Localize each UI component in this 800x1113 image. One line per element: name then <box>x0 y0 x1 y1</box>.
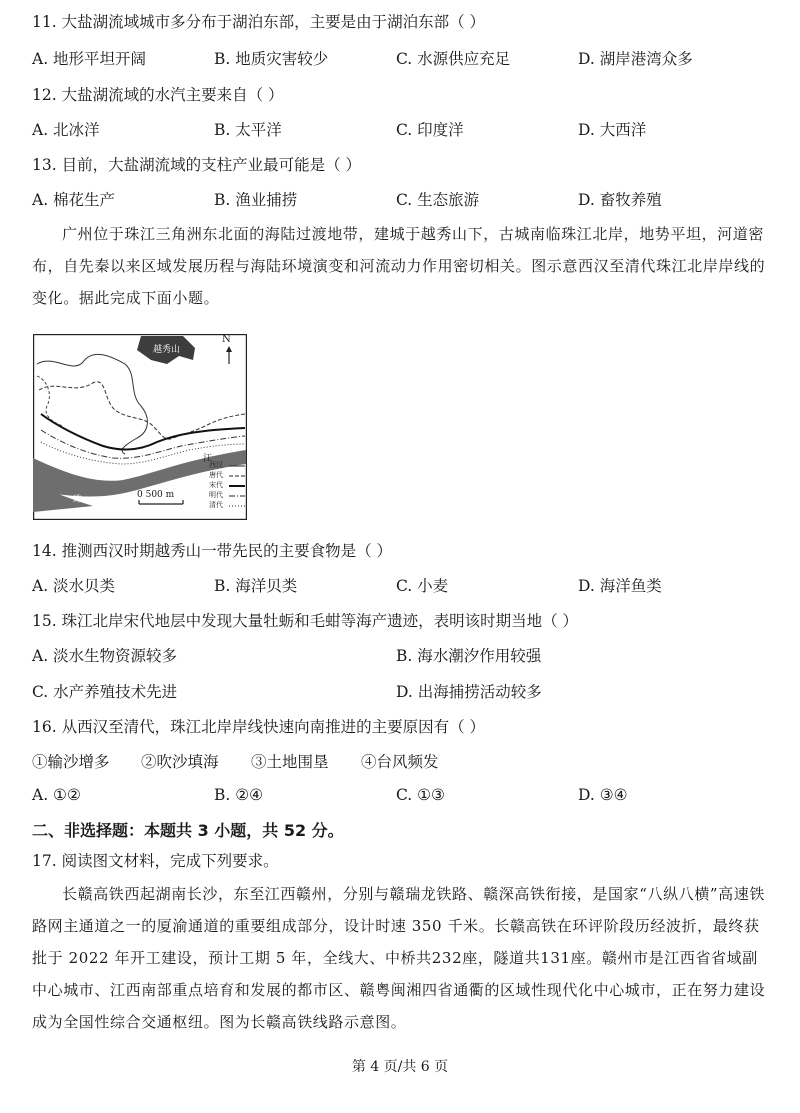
q16-option-b: B. ②④ <box>214 786 264 804</box>
q13-option-d: D. 畜牧养殖 <box>578 191 662 209</box>
q13-option-b: B. 渔业捕捞 <box>214 191 298 209</box>
q14-option-a: A. 淡水贝类 <box>32 577 116 595</box>
q12-option-a: A. 北冰洋 <box>32 121 100 139</box>
legend-song: 宋代 <box>209 481 223 489</box>
q13-option-c: C. 生态旅游 <box>396 191 480 209</box>
q13-option-a: A. 棉花生产 <box>32 191 116 209</box>
q11-option-a: A. 地形平坦开阔 <box>32 50 147 68</box>
map-scale-label: 0 500 m <box>137 490 175 500</box>
q11-option-b: B. 地质灾害较少 <box>214 50 329 68</box>
map-river-label-zhu: 珠 <box>73 495 83 505</box>
page-footer: 第 4 页/共 6 页 <box>351 1059 449 1075</box>
q14-option-d: D. 海洋鱼类 <box>578 577 662 595</box>
legend-ming: 明代 <box>209 491 223 499</box>
legend-xihan: 西汉 <box>209 461 223 469</box>
question-15: 15. 珠江北岸宋代地层中发现大量牡蛎和毛蚶等海产遗迹，表明该时期当地（ ） <box>32 612 579 630</box>
q11-option-c: C. 水源供应充足 <box>396 50 511 68</box>
q12-option-b: B. 太平洋 <box>214 121 282 139</box>
q12-option-d: D. 大西洋 <box>578 121 647 139</box>
q16-option-c: C. ①③ <box>396 786 445 804</box>
question-16: 16. 从西汉至清代，珠江北岸岸线快速向南推进的主要原因有（ ） <box>32 718 486 736</box>
q16-item-4: ④台风频发 <box>361 753 439 771</box>
q12-option-c: C. 印度洋 <box>396 121 464 139</box>
question-14: 14. 推测西汉时期越秀山一带先民的主要食物是（ ） <box>32 542 393 560</box>
q15-option-a: A. 淡水生物资源较多 <box>32 647 178 665</box>
q16-option-d: D. ③④ <box>578 786 628 804</box>
map-legend-labels <box>209 460 223 510</box>
legend-tang: 唐代 <box>209 471 223 479</box>
intro-paragraph: 广州位于珠江三角洲东北面的海陆过渡地带，建城于越秀山下，古城南临珠江北岸，地势平坦，河道密布，自先秦以来区域发展历程与海陆环境演变和河流动力作用密切相关。图示意西汉至清代珠江北岸岸线的变化。据此完成下面小题。 <box>32 225 766 307</box>
q15-option-d: D. 出海捕捞活动较多 <box>396 683 542 701</box>
question-13: 13. 目前，大盐湖流域的支柱产业最可能是（ ） <box>32 156 362 174</box>
q16-item-2: ②吹沙填海 <box>141 753 219 771</box>
legend-qing: 清代 <box>209 501 223 509</box>
map-north-label: N <box>222 334 231 345</box>
q16-item-3: ③土地围垦 <box>251 753 329 771</box>
q15-option-b: B. 海水潮汐作用较强 <box>396 647 542 665</box>
q14-option-c: C. 小麦 <box>396 577 449 595</box>
q11-option-d: D. 湖岸港湾众多 <box>578 50 693 68</box>
map-river-label-jiang: 江 <box>203 454 213 464</box>
question-11: 11. 大盐湖流域城市多分布于湖泊东部，主要是由于湖泊东部（ ） <box>32 13 486 31</box>
section-title: 二、非选择题：本题共 3 小题，共 52 分。 <box>32 821 344 840</box>
coastline-map <box>33 334 247 520</box>
q17-paragraph: 长赣高铁西起湖南长沙，东至江西赣州，分别与赣瑞龙铁路、赣深高铁衔接，是国家“八纵八横”高速铁路网主通道之一的厦渝通道的重要组成部分，设计时速 350 千米。长赣高铁在环评阶段历经波折，最终获批于 2022 年开工建设，预计工期 5 年，全线大、中桥共232座，隧道共131座。赣州市是江西省省域副中心城市、江西南部重点培育和发展的都市区、赣粤闽湘四省通衢的区域性现代化中心城市，正在努力建设成为全国性综合交通枢纽。图为长赣高铁线路示意图。 <box>32 885 766 1031</box>
question-17: 17. 阅读图文材料，完成下列要求。 <box>32 852 279 870</box>
q14-option-b: B. 海洋贝类 <box>214 577 298 595</box>
q16-option-a: A. ①② <box>32 786 81 804</box>
q16-item-1: ①输沙增多 <box>32 753 110 771</box>
q15-option-c: C. 水产养殖技术先进 <box>32 683 178 701</box>
question-12: 12. 大盐湖流域的水汽主要来自（ ） <box>32 86 284 104</box>
map-mountain-label: 越秀山 <box>153 345 181 355</box>
